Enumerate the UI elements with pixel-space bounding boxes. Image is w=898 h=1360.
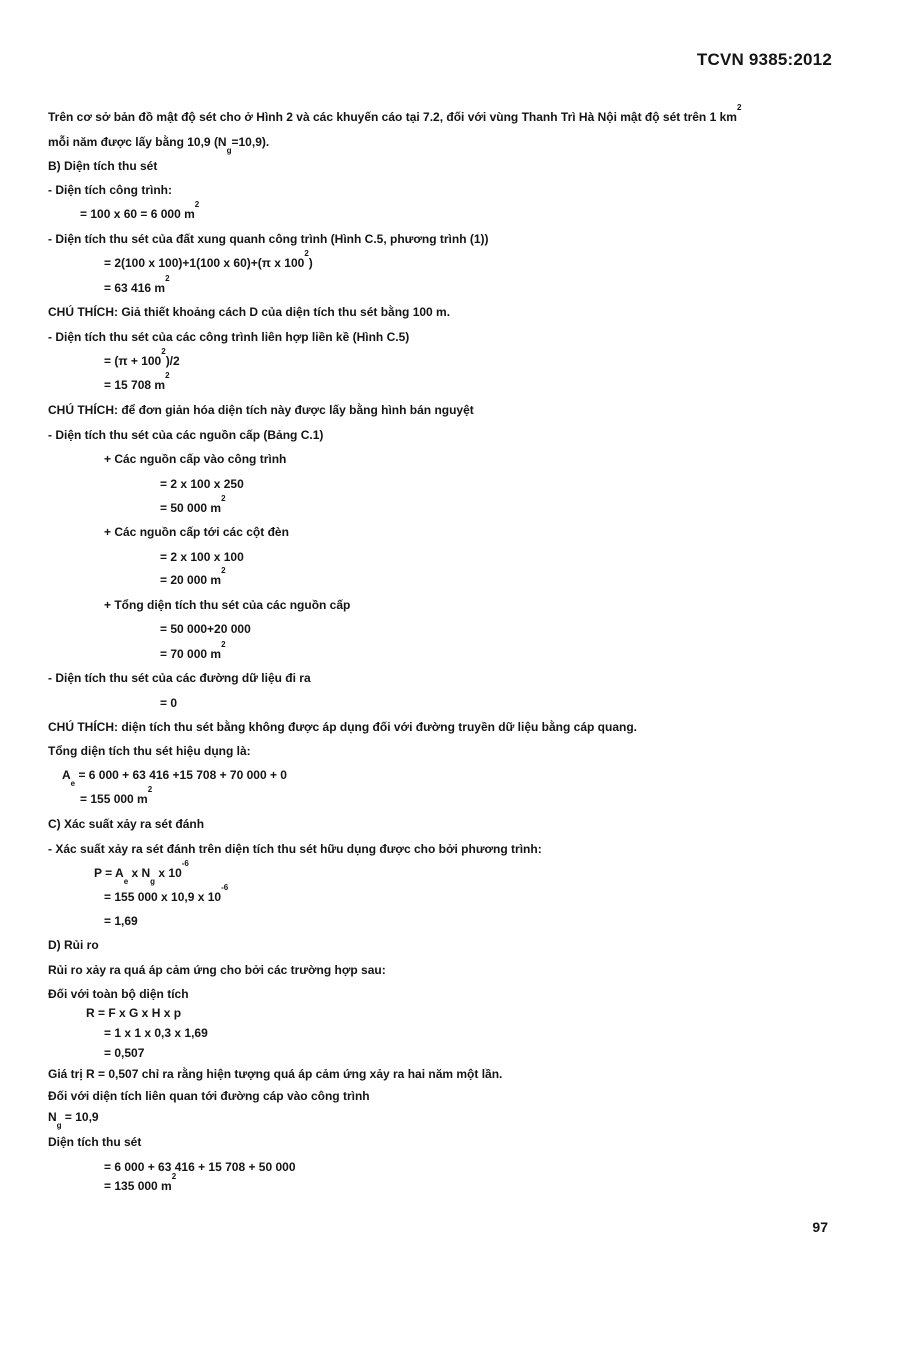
text-line: = 20 000 $m^2$ bbox=[160, 566, 226, 587]
text-line: = 2 x 100 x 250 bbox=[160, 477, 244, 491]
text-line: = 0 bbox=[160, 696, 178, 710]
text-line: = 50 000+20 000 bbox=[160, 622, 251, 636]
text-line: - Diện tích thu sét của các công trình liên hợp liền kề (Hình C.5) bbox=[48, 330, 410, 344]
standard-code-header: TCVN 9385:2012 bbox=[696, 50, 832, 69]
text-line: = 50 000 $m^2$ bbox=[160, 494, 226, 515]
text-line: Đối với diện tích liên quan tới đường cáp vào công trình bbox=[48, 1089, 370, 1103]
text-line: - Diện tích thu sét của các nguồn cấp (Bảng C.1) bbox=[48, 428, 324, 442]
text-line: - Diện tích thu sét của đất xung quanh công trình (Hình C.5, phương trình (1)) bbox=[48, 232, 489, 246]
text-line: = 155 000 x 10,9 x $10^{-6}$ bbox=[104, 883, 229, 904]
text-line: - Xác suất xảy ra sét đánh trên diện tích thu sét hữu dụng được cho bởi phương trình: bbox=[48, 842, 542, 856]
text-line: = 15 708 $m^2$ bbox=[104, 371, 170, 392]
text-line: Đối với toàn bộ diện tích bbox=[48, 987, 189, 1001]
text-line: = 2(100 x 100)+1(100 x 60)+(π x $100^2$) bbox=[104, 249, 313, 270]
text-line: = 63 416 $m^2$ bbox=[104, 274, 170, 295]
text-line: Trên cơ sở bản đồ mật độ sét cho ở Hình 2 và các khuyến cáo tại 7.2, đối với vùng Thanh Trì Hà Nội mật độ sét trên 1 $km^2$ bbox=[48, 103, 742, 124]
text-line: Tổng diện tích thu sét hiệu dụng là: bbox=[48, 744, 251, 758]
text-line: R = F x G x H x p bbox=[86, 1006, 182, 1020]
text-line: = 70 000 $m^2$ bbox=[160, 640, 226, 661]
text-line: = 135 000 $m^2$ bbox=[104, 1172, 177, 1193]
text-line: CHÚ THÍCH: để đơn giản hóa diện tích này được lấy bằng hình bán nguyệt bbox=[48, 403, 474, 417]
text-line: = 1,69 bbox=[104, 914, 138, 928]
text-line: = 1 x 1 x 0,3 x 1,69 bbox=[104, 1026, 208, 1040]
text-line: Giá trị R = 0,507 chỉ ra rằng hiện tượng quá áp cảm ứng xảy ra hai năm một lần. bbox=[48, 1067, 503, 1081]
text-line: = 155 000 $m^2$ bbox=[80, 785, 153, 806]
text-line: - Diện tích thu sét của các đường dữ liệu đi ra bbox=[48, 671, 311, 685]
text-line: B) Diện tích thu sét bbox=[48, 159, 158, 173]
text-line: + Các nguồn cấp tới các cột đèn bbox=[104, 525, 289, 539]
text-line: = $(\pi + 100^2)/2$ bbox=[104, 347, 180, 368]
text-line: $N_g = 10,9$ bbox=[48, 1110, 99, 1130]
text-line: $P = A_e$ x $N_g$ x $10^{-6}$ bbox=[94, 859, 189, 886]
text-line: mỗi năm được lấy bằng 10,9 $(N_g=10,9)$. bbox=[48, 135, 270, 155]
text-line: Rủi ro xảy ra quá áp cảm ứng cho bởi các trường hợp sau: bbox=[48, 963, 386, 977]
text-line: = 100 x 60 = 6 000 $m^2$ bbox=[80, 200, 200, 221]
text-line: CHÚ THÍCH: diện tích thu sét bằng không được áp dụng đối với đường truyền dữ liệu bằng cáp quang. bbox=[48, 720, 637, 734]
text-line: D) Rủi ro bbox=[48, 938, 99, 952]
text-line: CHÚ THÍCH: Giả thiết khoảng cách D của diện tích thu sét bằng 100 m. bbox=[48, 305, 451, 319]
text-line: $A_e = 6$ 000 + 63 416 +15 708 + 70 000 + 0 bbox=[62, 768, 287, 788]
text-line: - Diện tích công trình: bbox=[48, 183, 172, 197]
page-number: 97 bbox=[812, 1219, 828, 1235]
text-line: = 0,507 bbox=[104, 1046, 145, 1060]
text-line: = 6 000 + 63 416 + 15 708 + 50 000 bbox=[104, 1160, 296, 1174]
text-line: + Các nguồn cấp vào công trình bbox=[104, 452, 287, 466]
text-line: = 2 x 100 x 100 bbox=[160, 550, 244, 564]
text-line: C) Xác suất xảy ra sét đánh bbox=[48, 817, 205, 831]
text-line: + Tổng diện tích thu sét của các nguồn cấp bbox=[104, 598, 351, 612]
text-line: Diện tích thu sét bbox=[48, 1135, 142, 1149]
